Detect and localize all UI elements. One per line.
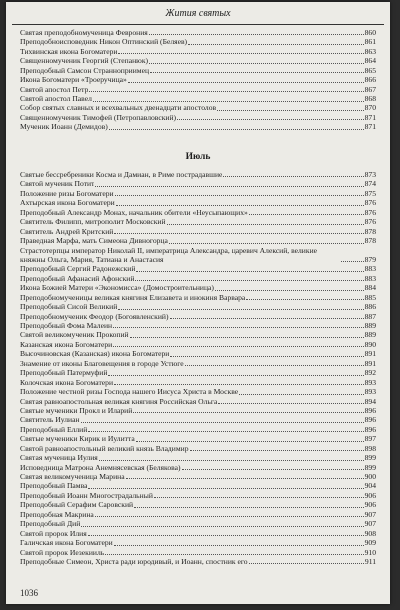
- toc-entry-page: 873: [364, 169, 376, 179]
- toc-entry-title: Преподобный Самсон Странноприимец: [20, 65, 150, 75]
- toc-entry-title: Святая преподобномученица Феврония: [20, 27, 148, 37]
- toc-entry: [20, 359, 376, 368]
- toc-list-june: [20, 28, 376, 132]
- toc-entry-title: Святой равноапостольный великий князь Владимир: [20, 443, 189, 453]
- toc-entry-title: Святитель Иулиан: [20, 415, 80, 425]
- toc-entry: [20, 94, 376, 103]
- toc-entry-title: Положение ризы Богоматери: [20, 188, 114, 198]
- toc-entry-page: 893: [364, 387, 376, 397]
- dot-leader: [177, 113, 364, 120]
- dot-leader: [128, 76, 364, 83]
- toc-entry: [20, 264, 376, 273]
- toc-entry: [20, 227, 376, 236]
- toc-entry-title: Положение честной ризы Господа нашего Иисуса Христа в Москве: [20, 387, 239, 397]
- book-page: [6, 2, 390, 604]
- toc-entry-page: 864: [364, 56, 376, 66]
- toc-entry: [20, 510, 376, 519]
- dot-leader: [246, 293, 363, 300]
- toc-entry: [20, 104, 376, 113]
- dot-leader: [88, 425, 363, 432]
- toc-entry: [20, 293, 376, 302]
- toc-entry-page: 896: [364, 415, 376, 425]
- toc-entry-title: Святая великомученица Марина: [20, 472, 125, 481]
- toc-entry-title: Священномученик Тимофей (Петропавловский): [20, 112, 177, 122]
- toc-entry-page: 891: [364, 358, 376, 368]
- toc-entry-page: 866: [364, 75, 376, 85]
- toc-entry: [20, 425, 376, 434]
- toc-entry-page: 899: [364, 453, 376, 463]
- toc-entry: [20, 434, 376, 443]
- toc-entry-page: 893: [364, 377, 376, 387]
- toc-entry-page: 876: [364, 198, 376, 208]
- toc-entry: [20, 75, 376, 84]
- toc-entry-title: Священномученик Георгий (Степанюк): [20, 56, 149, 66]
- toc-entry-page: 871: [364, 112, 376, 122]
- toc-entry: [20, 236, 376, 245]
- toc-entry-title: Святые мученики Кирик и Иулитта: [20, 434, 135, 444]
- dot-leader: [93, 95, 364, 102]
- toc-entry: [20, 491, 376, 500]
- toc-entry-title: Преподобномученик Феодор (Богоявленский): [20, 311, 169, 321]
- toc-entry-title: Тихвинская икона Богоматери: [20, 46, 118, 56]
- toc-entry: [20, 189, 376, 198]
- toc-entry: [20, 387, 376, 396]
- dot-leader: [116, 199, 364, 206]
- toc-entry-page: 884: [364, 283, 376, 293]
- toc-entry: [20, 415, 376, 424]
- toc-entry: [20, 312, 376, 321]
- dot-leader: [169, 237, 364, 244]
- toc-entry-title: Икона Божией Матери «Экономисса» (Домостроительница): [20, 283, 214, 293]
- dot-leader: [89, 85, 363, 92]
- toc-entry-page: 900: [364, 472, 376, 481]
- toc-entry: [20, 557, 376, 566]
- dot-leader: [130, 331, 364, 338]
- toc-entry-page: 861: [364, 37, 376, 47]
- toc-entry-page: 870: [364, 103, 376, 113]
- toc-entry-page: 889: [364, 321, 376, 330]
- dot-leader: [126, 472, 364, 479]
- dot-leader: [215, 284, 364, 291]
- toc-entry: [20, 330, 376, 339]
- toc-entry: [20, 349, 376, 358]
- toc-entry-page: 868: [364, 94, 376, 104]
- toc-entry-title: Преподобноисповедник Никон Оптинский (Беляев): [20, 37, 188, 47]
- dot-leader: [108, 369, 363, 376]
- dot-leader: [170, 350, 363, 357]
- toc-entry-page: 860: [364, 27, 376, 37]
- section-title-july: Июль: [185, 152, 211, 162]
- toc-entry: [20, 481, 376, 490]
- toc-entry-page: 878: [364, 236, 376, 246]
- toc-entry-title: Преподобный Сергий Радонежский: [20, 264, 136, 274]
- toc-entry-page: 896: [364, 405, 376, 415]
- toc-entry: [20, 321, 376, 330]
- toc-entry-page: 889: [364, 330, 376, 340]
- toc-entry-title: Колочская икона Богоматери: [20, 377, 114, 387]
- toc-entry: [20, 463, 376, 472]
- toc-entry: [20, 529, 376, 538]
- toc-entry-title: Ахтырская икона Богоматери: [20, 198, 115, 208]
- toc-entry: [20, 302, 376, 311]
- toc-entry-title: Святые бессребреники Косма и Дамиан, в Риме пострадавшие: [20, 169, 223, 179]
- toc-entry-page: 871: [364, 122, 376, 132]
- toc-entry: [20, 208, 376, 217]
- toc-entry-page: 885: [364, 292, 376, 302]
- toc-entry-title: Преподобный Дий: [20, 519, 81, 529]
- toc-entry-page: 904: [364, 481, 376, 491]
- toc-entry-page: 863: [364, 46, 376, 56]
- dot-leader: [239, 388, 363, 395]
- toc-entry-page: 899: [364, 462, 376, 472]
- toc-entry-page: 907: [364, 519, 376, 529]
- toc-entry: [20, 85, 376, 94]
- dot-leader: [170, 312, 364, 319]
- toc-entry-title: Праведная Марфа, мать Симеона Дивногорца: [20, 236, 168, 246]
- toc-entry-page: 879: [364, 254, 376, 264]
- dot-leader: [249, 208, 364, 215]
- toc-entry-page: 911: [364, 556, 376, 566]
- toc-entry-page: 896: [364, 424, 376, 434]
- toc-entry-title: Преподобный Серафим Саровский: [20, 500, 134, 510]
- dot-leader: [218, 397, 363, 404]
- toc-entry: [20, 472, 376, 481]
- toc-entry-title: Страстотерпцы император Николай II, императрица Александра, царевич Алексий, великие княжны Ольга, Мария, Татиана и Анастасия: [20, 245, 317, 264]
- dot-leader: [113, 321, 364, 328]
- toc-entry-title: Собор святых славных и всехвальных двенадцати апостолов: [20, 103, 217, 113]
- toc-entry: [20, 274, 376, 283]
- dot-leader: [185, 359, 364, 366]
- toc-entry-title: Преподобный Фома Малеин: [20, 321, 113, 330]
- dot-leader: [95, 510, 364, 517]
- toc-entry-page: 910: [364, 547, 376, 557]
- dot-leader: [114, 227, 363, 234]
- toc-entry-title: Святой апостол Павел: [20, 94, 92, 104]
- toc-entry-page: 886: [364, 302, 376, 312]
- toc-entry-title: Преподобномученицы великая княгиня Елизавета и инокиня Варвара: [20, 292, 246, 302]
- toc-entry: [20, 66, 376, 75]
- toc-entry-page: 898: [364, 443, 376, 453]
- dot-leader: [182, 463, 364, 470]
- dot-leader: [113, 340, 363, 347]
- page-number: 1036: [20, 588, 38, 598]
- toc-entry-page: 891: [364, 349, 376, 359]
- dot-leader: [136, 265, 363, 272]
- toc-entry-title: Святая мученица Иулия: [20, 453, 98, 463]
- toc-entry: [20, 368, 376, 377]
- toc-entry: [20, 28, 376, 37]
- toc-entry: [20, 122, 376, 131]
- toc-entry-title: Преподобная Макрина: [20, 509, 94, 519]
- dot-leader: [105, 548, 363, 555]
- toc-entry-title: Преподобный Сисой Великий: [20, 302, 118, 312]
- toc-entry-title: Преподобные Симеон, Христа ради юродивый, и Иоанн, спостник его: [20, 556, 248, 566]
- toc-entry-title: Святитель Филипп, митрополит Московский: [20, 217, 166, 227]
- toc-entry: [20, 406, 376, 415]
- toc-entry: [20, 246, 376, 265]
- toc-entry-page: 876: [364, 217, 376, 227]
- toc-entry-page: 867: [364, 84, 376, 94]
- dot-leader: [154, 491, 364, 498]
- toc-entry-page: 909: [364, 538, 376, 548]
- toc-entry-title: Преподобный Александр Монах, начальник обители «Неусыпающих»: [20, 207, 248, 217]
- dot-leader: [136, 435, 364, 442]
- toc-entry-title: Преподобный Памва: [20, 481, 88, 491]
- toc-entry-title: Преподобный Иоанн Многострадальный: [20, 490, 153, 500]
- toc-entry: [20, 217, 376, 226]
- toc-entry-page: 887: [364, 311, 376, 321]
- toc-entry-page: 908: [364, 528, 376, 538]
- toc-entry-title: Преподобный Еллий: [20, 424, 88, 434]
- dot-leader: [81, 520, 363, 527]
- toc-entry-title: Святой пророк Илия: [20, 528, 87, 538]
- dot-leader: [149, 57, 364, 64]
- toc-entry: [20, 283, 376, 292]
- dot-leader: [115, 189, 364, 196]
- dot-leader: [95, 180, 363, 187]
- toc-entry: [20, 397, 376, 406]
- toc-entry-title: Святой мученик Потит: [20, 179, 95, 189]
- dot-leader: [81, 416, 364, 423]
- toc-entry-page: 907: [364, 509, 376, 519]
- toc-entry-title: Икона Богоматери «Троеручица»: [20, 75, 127, 85]
- toc-entry-page: 906: [364, 500, 376, 510]
- toc-entry-title: Высочиновская (Казанская) икона Богоматери: [20, 349, 170, 359]
- toc-entry: [20, 519, 376, 528]
- toc-entry-title: Галичская икона Богоматери: [20, 538, 113, 548]
- toc-entry: [20, 179, 376, 188]
- toc-entry-title: Преподобный Патермуфий: [20, 368, 108, 378]
- toc-entry-page: 883: [364, 273, 376, 283]
- dot-leader: [249, 557, 364, 564]
- toc-entry-page: 892: [364, 368, 376, 378]
- toc-entry-page: 878: [364, 226, 376, 236]
- toc-entry-title: Святой великомученик Прокопий: [20, 330, 129, 340]
- dot-leader: [190, 444, 364, 451]
- toc-entry-page: 875: [364, 188, 376, 198]
- toc-entry: [20, 198, 376, 207]
- dot-leader: [135, 274, 363, 281]
- dot-leader: [133, 406, 363, 413]
- toc-entry-title: Преподобный Афанасий Афонский: [20, 273, 135, 283]
- dot-leader: [188, 38, 364, 45]
- toc-entry-page: 874: [364, 179, 376, 189]
- toc-entry: [20, 444, 376, 453]
- toc-entry: [20, 378, 376, 387]
- toc-entry-title: Святой пророк Иезекииль: [20, 547, 105, 557]
- toc-list-july: [20, 170, 376, 566]
- toc-entry-title: Исповедница Матрона Анемнясевская (Белякова): [20, 462, 181, 472]
- toc-entry-title: Мученик Иоанн (Демидов): [20, 122, 108, 132]
- toc-entry: [20, 538, 376, 547]
- toc-entry-page: 876: [364, 207, 376, 217]
- toc-entry-title: Знамение от иконы Благовещения в городе Устюге: [20, 358, 184, 368]
- toc-entry-page: 883: [364, 264, 376, 274]
- toc-entry: [20, 548, 376, 557]
- toc-entry-title: Святитель Андрей Критский: [20, 226, 114, 236]
- dot-leader: [149, 28, 364, 35]
- dot-leader: [217, 104, 364, 111]
- toc-entry: [20, 47, 376, 56]
- dot-leader: [99, 454, 364, 461]
- toc-entry: [20, 453, 376, 462]
- dot-leader: [223, 170, 363, 177]
- dot-leader: [341, 255, 364, 262]
- toc-entry: [20, 170, 376, 179]
- toc-entry: [20, 113, 376, 122]
- toc-entry: [20, 340, 376, 349]
- dot-leader: [134, 501, 364, 508]
- dot-leader: [114, 378, 364, 385]
- toc-entry-page: 906: [364, 490, 376, 500]
- toc-entry-page: 865: [364, 65, 376, 75]
- toc-entry-page: 897: [364, 434, 376, 444]
- toc-entry: [20, 56, 376, 65]
- toc-entry-page: 890: [364, 339, 376, 349]
- toc-entry-title: Казанская икона Богоматери: [20, 339, 113, 349]
- toc-entry-page: 894: [364, 396, 376, 406]
- toc-entry-title: Святой апостол Петр: [20, 84, 89, 94]
- dot-leader: [88, 529, 364, 536]
- toc-entry: [20, 37, 376, 46]
- dot-leader: [118, 303, 363, 310]
- toc-entry-title: Святая равноапостольная великая княгиня Российская Ольга: [20, 396, 218, 406]
- dot-leader: [150, 66, 364, 73]
- dot-leader: [88, 482, 363, 489]
- toc-entry-title: Святые мученики Прокл и Иларий: [20, 405, 133, 415]
- dot-leader: [167, 218, 364, 225]
- dot-leader: [114, 539, 364, 546]
- running-header: Жития святых: [12, 6, 384, 25]
- toc-entry: [20, 500, 376, 509]
- dot-leader: [109, 123, 364, 130]
- dot-leader: [118, 47, 363, 54]
